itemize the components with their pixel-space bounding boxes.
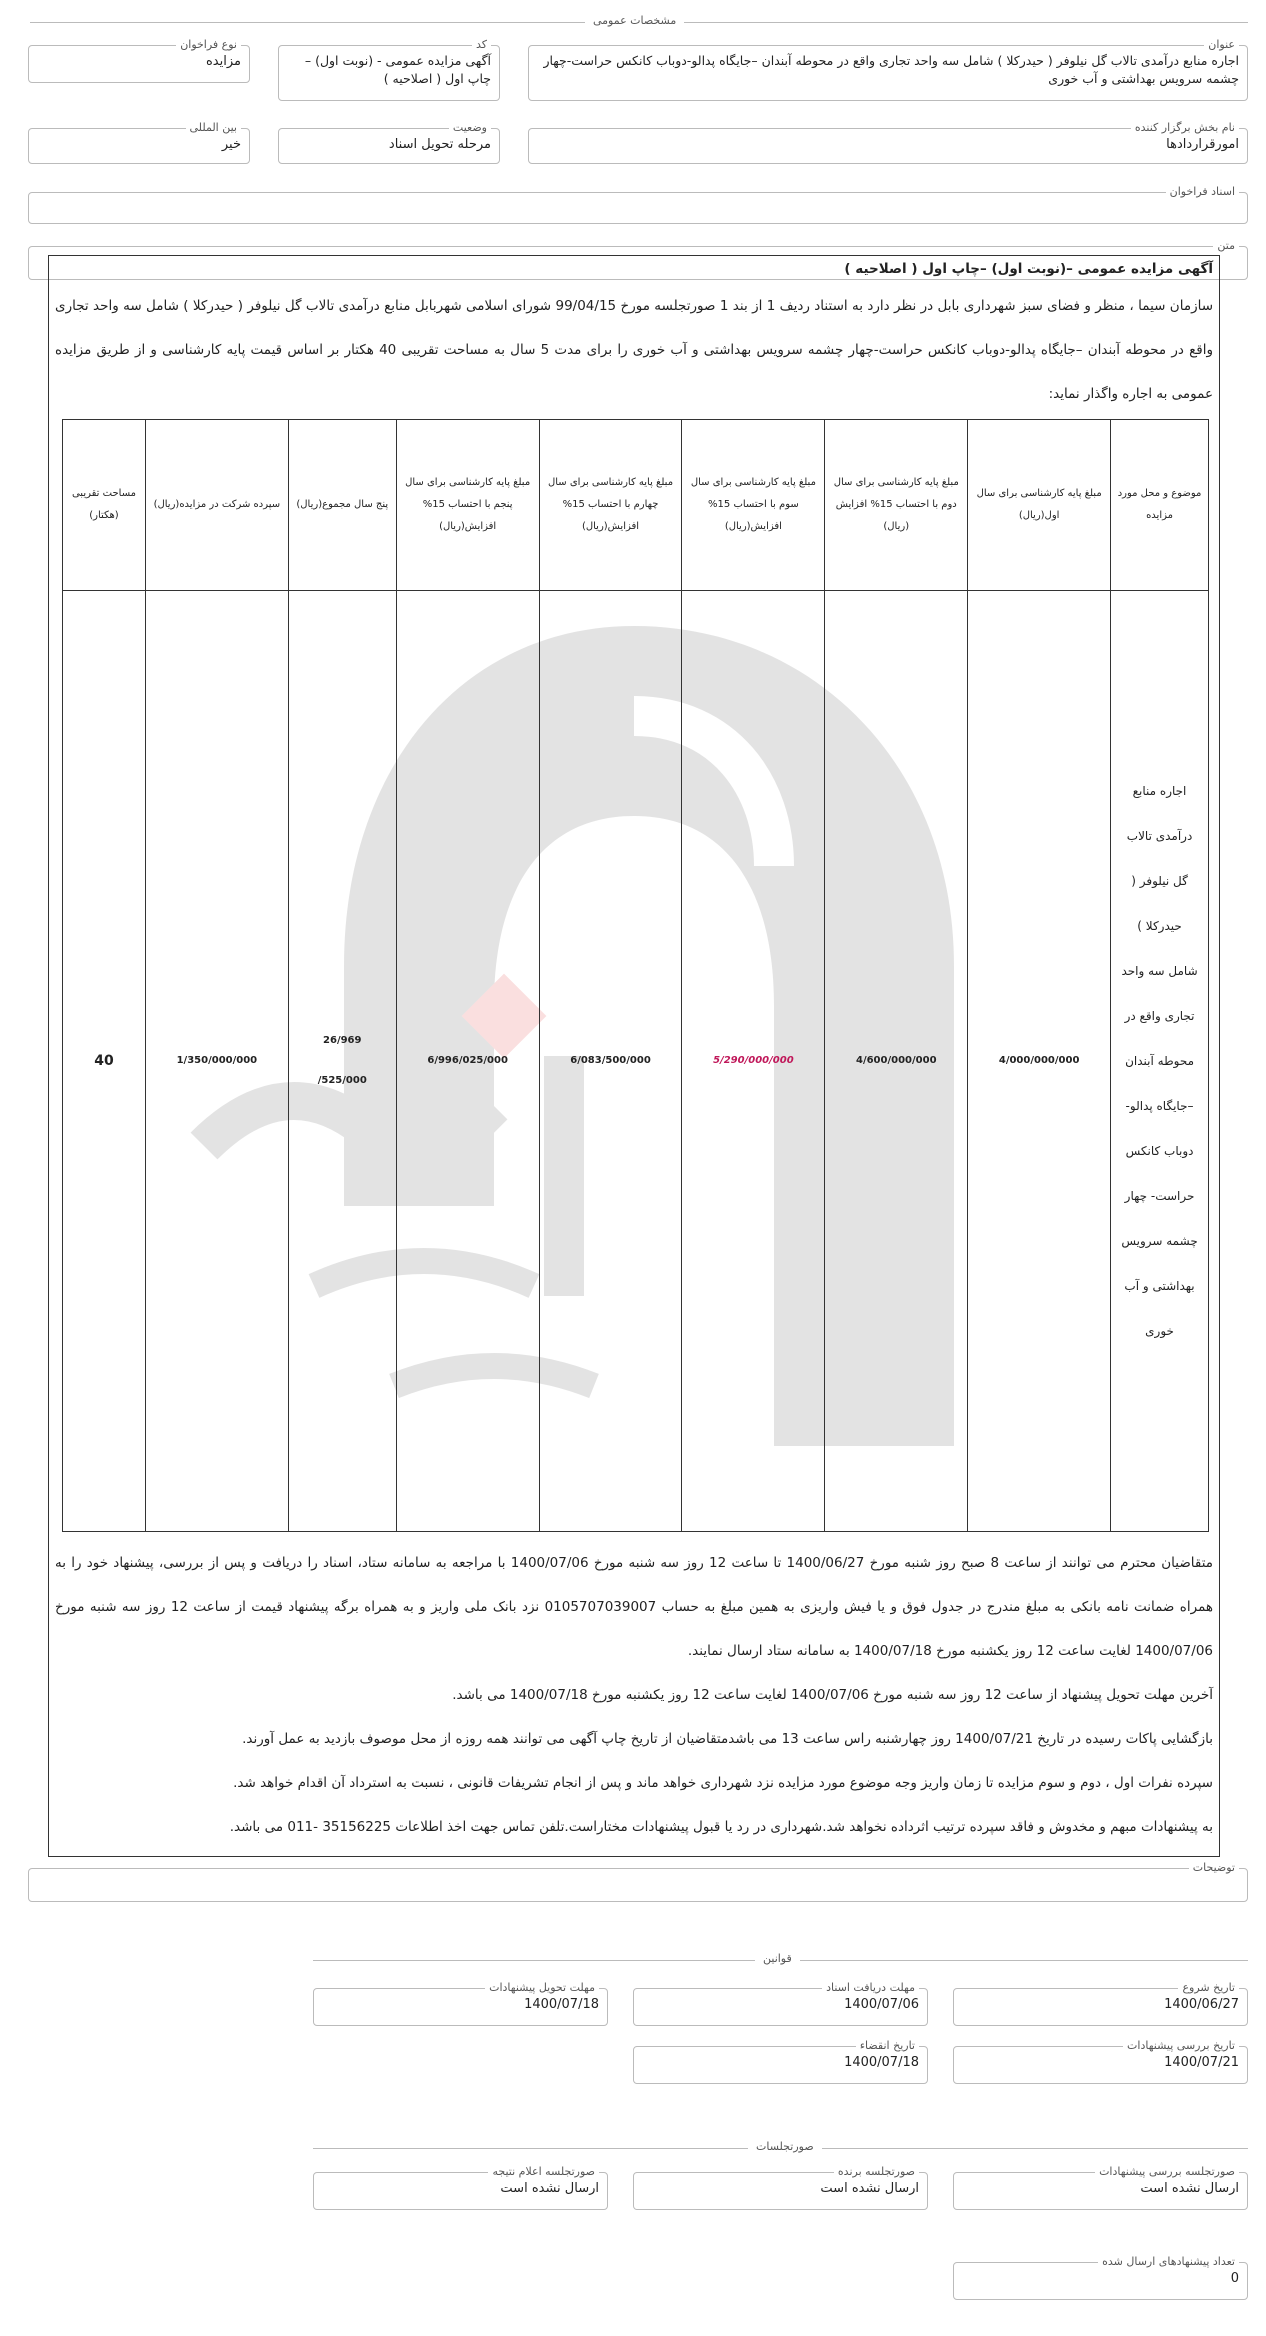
area-cell: 40 (63, 591, 146, 1532)
law-label: تاریخ بررسی پیشنهادات (1123, 2038, 1239, 2054)
table-header: مساحت تقریبی (هکتار) (63, 420, 146, 591)
sent-count-value: 0 (1230, 2271, 1239, 2286)
section-minutes-title: صورتجلسات (748, 2140, 822, 2153)
total-part-a: 26/969 (323, 1035, 362, 1046)
table-header: مبلغ پایه کارشناسی برای سال سوم با احتساب 15% افزایش(ریال) (682, 420, 825, 591)
ad-paragraph: به پیشنهادات مبهم و مخدوش و فاقد سپرده ترتیب اثرداده نخواهد شد.شهرداری در رد یا قبول پیشنهادات مختاراست.تلفن تماس جهت اخذ اطلاعات 35156225 -011 می باشد. (229, 1819, 1213, 1835)
subject-cell: اجاره منابع درآمدی تالاب گل نیلوفر ( حیدرکلا ) شامل سه واحد تجاری واقع در محوطه آبندان –جایگاه پدالو- دوباب کانکس حراست- چهار چشمه سرویس بهداشتی و آب خوری (1111, 591, 1209, 1532)
law-value: 1400/06/27 (1164, 1997, 1239, 2012)
law-field (633, 2039, 928, 2084)
table-row (63, 591, 1209, 1532)
law-field (633, 1981, 928, 2026)
ad-heading: آگهی مزایده عمومی –(نوبت اول) –چاپ اول ( اصلاحیه ) (844, 261, 1213, 277)
law-value: 1400/07/18 (524, 1997, 599, 2012)
text-label: متن (1213, 238, 1239, 254)
section-laws-title: قوانین (755, 1952, 800, 1965)
minutes-value: ارسال نشده است (820, 2181, 919, 2196)
code-value: آگهی مزایده عمومی - (نوبت اول) – چاپ اول ( اصلاحیه ) (304, 53, 491, 86)
minutes-label: صورتجلسه بررسی پیشنهادات (1095, 2164, 1239, 2180)
docs-label: اسناد فراخوان (1166, 184, 1239, 200)
total-cell (288, 591, 396, 1532)
signature-line (49, 1849, 1219, 1857)
table-header: موضوع و محل مورد مزایده (1111, 420, 1209, 591)
status-field (278, 121, 500, 164)
type-field (28, 38, 250, 83)
ad-intro: سازمان سیما ، منظر و فضای سبز شهرداری بابل در نظر دارد به استناد ردیف 1 از بند 1 صورتجلسه مورخ 99/04/15 شورای اسلامی شهربابل منابع درآمدی تالاب گل نیلوفر ( حیدرکلا ) شامل سه واحد تجاری واقع در محوطه آبندان –جایگاه پدالو-دوباب کانکس حراست-چهار چشمه سرویس بهداشتی و آب خوری را برای مدت 5 سال به مساحت تقریبی 40 هکتار بر اساس قیمت پایه کارشناسی و از طریق مزایده عمومی به اجاره واگذار نماید: (55, 298, 1214, 402)
minutes-field (313, 2165, 608, 2210)
sent-count-label: تعداد پیشنهادهای ارسال شده (1098, 2254, 1239, 2270)
year2-cell: 4/600/000/000 (825, 591, 968, 1532)
law-label: مهلت تحویل پیشنهادات (485, 1980, 599, 1996)
code-label: کد (472, 37, 491, 53)
ad-paragraph: سپرده نفرات اول ، دوم و سوم مزایده تا زمان واریز وجه موضوع مورد مزایده نزد شهرداری خواهد ماند و پس از انجام تشریفات قانونی ، نسبت به استرداد آن اقدام خواهد شد. (233, 1775, 1213, 1791)
ad-paragraph: متقاضیان محترم می توانند از ساعت 8 صبح روز شنبه مورخ 1400/06/27 تا ساعت 12 روز سه شنبه مورخ 1400/07/06 با مراجعه به سامانه ستاد، اسناد را دریافت و پس از بررسی، پیشنهاد خود را به همراه ضمانت نامه بانکی به مبلغ مندرج در جدول فوق و یا فیش واریزی به همین مبلغ به حساب 0105707039007 نزد بانک ملی واریز و به همراه برگه پیشنهاد قیمت از ساعت 12 روز سه شنبه مورخ 1400/07/06 لغایت ساعت 12 روز یکشنبه مورخ 1400/07/18 به سامانه ستاد ارسال نمایند. (55, 1555, 1214, 1659)
intl-field (28, 121, 250, 164)
minutes-value: ارسال نشده است (500, 2181, 599, 2196)
ad-paragraph: بازگشایی پاکات رسیده در تاریخ 1400/07/21 روز چهارشنبه راس ساعت 13 می باشدمتقاضیان از تاریخ چاپ آگهی می توانند همه روزه از محل موصوف بازدید به عمل آورند. (242, 1731, 1213, 1747)
year5-cell: 6/996/025/000 (396, 591, 539, 1532)
auction-table (62, 419, 1209, 1532)
year3-cell: 5/290/000/000 (682, 591, 825, 1532)
type-value: مزایده (205, 54, 241, 69)
law-label: تاریخ شروع (1178, 1980, 1239, 1996)
section-general-title: مشخصات عمومی (585, 14, 684, 27)
table-header: مبلغ پایه کارشناسی برای سال دوم با احتساب 15% افزایش (ریال) (825, 420, 968, 591)
org-value: امورقراردادها (1166, 137, 1239, 152)
minutes-value: ارسال نشده است (1140, 2181, 1239, 2196)
minutes-label: صورتجلسه برنده (834, 2164, 919, 2180)
minutes-field (953, 2165, 1248, 2210)
sent-count-field (953, 2255, 1248, 2300)
deposit-cell: 1/350/000/000 (145, 591, 288, 1532)
title-label: عنوان (1204, 37, 1239, 53)
desc-label: توضیحات (1189, 1860, 1239, 1876)
year4-cell: 6/083/500/000 (539, 591, 682, 1532)
status-label: وضعیت (449, 120, 491, 136)
law-label: مهلت دریافت اسناد (822, 1980, 919, 1996)
intl-value: خیر (221, 137, 241, 152)
minutes-label: صورتجلسه اعلام نتیجه (488, 2164, 599, 2180)
table-header: پنج سال مجموع(ریال) (288, 420, 396, 591)
law-field (313, 1981, 608, 2026)
minutes-field (633, 2165, 928, 2210)
total-part-b: /525/000 (317, 1075, 367, 1086)
title-field (528, 38, 1248, 101)
table-header: مبلغ پایه کارشناسی برای سال پنجم با احتساب 15% افزایش(ریال) (396, 420, 539, 591)
table-header: مبلغ پایه کارشناسی برای سال چهارم با احتساب 15% افزایش(ریال) (539, 420, 682, 591)
desc-field (28, 1861, 1248, 1902)
year1-cell: 4/000/000/000 (968, 591, 1111, 1532)
docs-field (28, 185, 1248, 224)
law-value: 1400/07/18 (844, 2055, 919, 2070)
org-label: نام بخش برگزار کننده (1131, 120, 1239, 136)
law-value: 1400/07/06 (844, 1997, 919, 2012)
org-field (528, 121, 1248, 164)
law-label: تاریخ انقضاء (856, 2038, 919, 2054)
law-field (953, 2039, 1248, 2084)
type-label: نوع فراخوان (176, 37, 241, 53)
law-field (953, 1981, 1248, 2026)
status-value: مرحله تحویل اسناد (388, 137, 491, 152)
intl-label: بین المللی (186, 120, 241, 136)
table-header: مبلغ پایه کارشناسی برای سال اول(ریال) (968, 420, 1111, 591)
ad-paragraph: آخرین مهلت تحویل پیشنهاد از ساعت 12 روز سه شنبه مورخ 1400/07/06 لغایت ساعت 12 روز یکشنبه مورخ 1400/07/18 می باشد. (452, 1687, 1213, 1703)
ad-document (48, 255, 1220, 1857)
law-value: 1400/07/21 (1164, 2055, 1239, 2070)
table-header-row (63, 420, 1209, 591)
table-header: سپرده شرکت در مزایده(ریال) (145, 420, 288, 591)
title-value: اجاره منابع درآمدی تالاب گل نیلوفر ( حیدرکلا ) شامل سه واحد تجاری واقع در محوطه آبندان –جایگاه پدالو-دوباب کانکس حراست-چهار چشمه سرویس بهداشتی و آب خوری (543, 53, 1239, 86)
code-field (278, 38, 500, 101)
